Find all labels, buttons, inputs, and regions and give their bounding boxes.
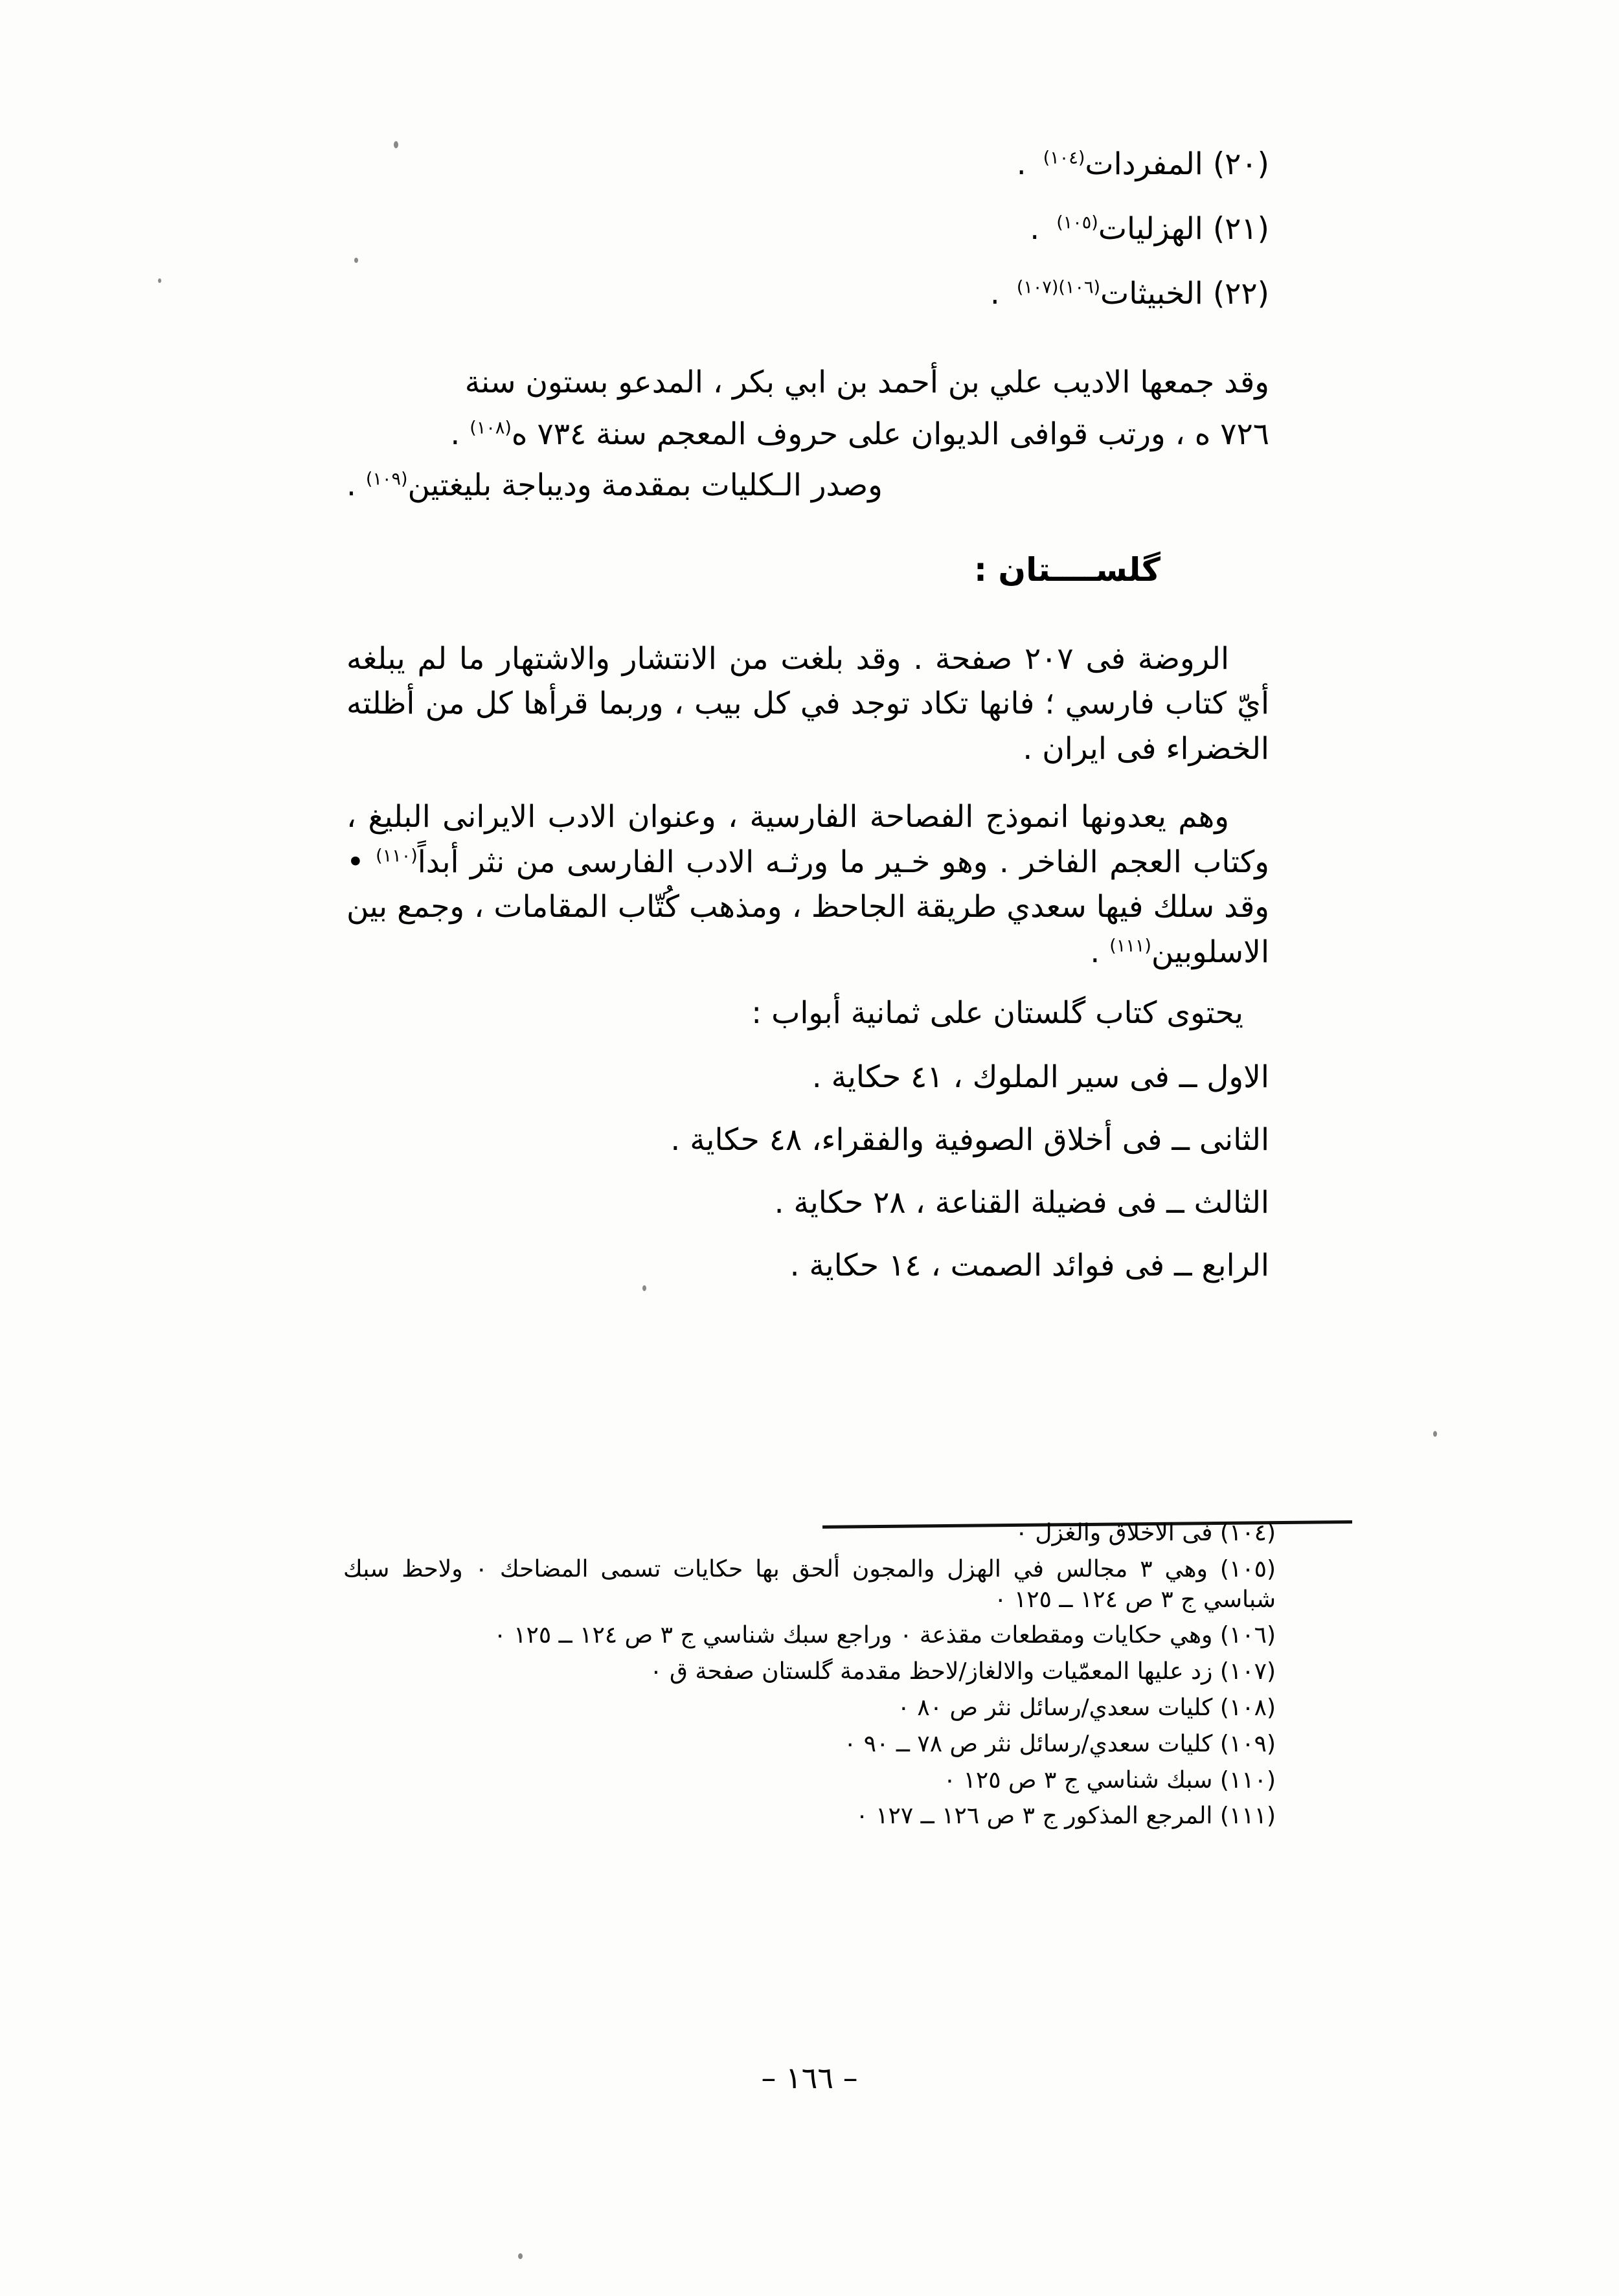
list-item-terminator: . (1016, 146, 1026, 182)
footnote-text: وهي ٣ مجالس في الهزل والمجون ألحق بها حكايات تسمى المضاحك ٠ ولاحظ سبك شباسي ج ٣ ص ١٢٤ ــ ١٢٥ ٠ (343, 1555, 1276, 1613)
chapter-item: الثالث ــ فى فضيلة القناعة ، ٢٨ حكاية . (774, 1185, 1269, 1221)
footnote-text: سبك شناسي ج ٣ ص ١٢٥ ٠ (943, 1766, 1213, 1794)
spacer (346, 515, 1269, 551)
list-item (346, 278, 1269, 309)
list-item-terminator: . (1030, 211, 1040, 247)
list-item-index: (٢٠) (1212, 146, 1269, 182)
footnote-marker: (١٠٦) (1219, 1622, 1276, 1649)
scan-speck (394, 141, 398, 148)
list-item-title: الهزليات (1098, 211, 1203, 247)
paragraph-golestan-praise (346, 794, 1269, 974)
footnote-item (343, 1729, 1276, 1760)
footnote-item (343, 1693, 1276, 1724)
footnote-text: كليات سعدي/رسائل نثر ص ٨٠ ٠ (897, 1694, 1213, 1721)
list-item-terminator: . (990, 276, 1000, 311)
spacer (346, 589, 1269, 636)
chapter-item: الثانى ــ فى أخلاق الصوفية والفقراء، ٤٨ حكاية . (670, 1122, 1269, 1158)
spacer (346, 343, 1269, 360)
list-item (346, 146, 1269, 182)
chapter-item: الرابع ــ فى فوائد الصمت ، ١٤ حكاية . (789, 1248, 1269, 1284)
paragraph-collection (346, 360, 1269, 405)
paragraph-line: ٧٢٦ ه ، ورتب قوافى الديوان على حروف المعجم سنة ٧٣٤ ه (511, 416, 1269, 452)
footnote-ref: (١١١) (1109, 936, 1151, 956)
list-item (346, 211, 1269, 247)
footnote-marker: (١٠٩) (1219, 1730, 1276, 1757)
scan-speck (1433, 1431, 1437, 1437)
footnote-text: المرجع المذكور ج ٣ ص ١٢٦ ــ ١٢٧ ٠ (855, 1803, 1213, 1830)
footnote-marker: (١٠٥) (1219, 1555, 1276, 1582)
main-text-column (346, 146, 1269, 1313)
paragraph-golestan-description: الروضة فى ٢٠٧ صفحة . وقد بلغت من الانتشار والاشتهار ما لم يبلغه أيّ كتاب فارسي ؛ فانها تكاد توجد في كل بيب ، وربما قرأها كل من أظلته الخضراء فى ايران . (346, 640, 1269, 767)
footnote-ref: (١٠٤) (1043, 148, 1085, 168)
footnote-item (343, 1555, 1276, 1615)
paragraph-collection-2 (346, 412, 1269, 457)
footnote-ref: (١١٠) (376, 846, 418, 866)
paragraph-line: وقد جمعها الاديب علي بن أحمد بن ابي بكر ، المدعو بستون سنة (464, 365, 1269, 400)
footnote-item (343, 1801, 1276, 1832)
spacer (346, 778, 1269, 794)
footnote-marker: (١١٠) (1219, 1766, 1276, 1794)
sentence-terminator: . (1090, 934, 1100, 970)
list-item-title: المفردات (1085, 146, 1203, 182)
sentence-terminator: . (346, 467, 356, 504)
footnote-text: فى الاخلاق والغزل ٠ (1015, 1520, 1213, 1546)
paragraph-line: وصدر الـكليات بمقدمة وديباجة بليغتين (407, 467, 883, 504)
footnote-item (343, 1766, 1276, 1796)
footnote-ref: (١٠٦)(١٠٧) (1016, 277, 1101, 298)
praise-part-a: وهم يعدونها انموذج الفصاحة الفارسية ، وعنوان الادب الايرانى البليغ ، وكتاب العجم الفاخر . وهو خـير ما ورثـه الادب الفارسى من نثر أبداً (346, 799, 1269, 880)
list-item-index: (٢١) (1212, 211, 1269, 247)
footnote-text: زد عليها المعمّيات والالغاز/لاحظ مقدمة گلستان صفحة ق ٠ (650, 1658, 1213, 1685)
sentence-terminator: . (450, 416, 460, 452)
footnote-ref: (١٠٥) (1056, 212, 1098, 233)
chapters-intro: يحتوى كتاب گلستان على ثمانية أبواب : (751, 995, 1243, 1031)
footnote-list (343, 1518, 1276, 1838)
section-heading-golestan: گلســــتان : (974, 550, 1160, 589)
footnote-text: وهي حكايات ومقطعات مقذعة ٠ وراجع سبك شناسي ج ٣ ص ١٢٤ ــ ١٢٥ ٠ (493, 1622, 1213, 1649)
scan-speck (158, 278, 161, 283)
list-item-title: الخبيثات (1100, 276, 1203, 311)
footnote-text: كليات سعدي/رسائل نثر ص ٧٨ ــ ٩٠ ٠ (843, 1730, 1213, 1757)
footnote-marker: (١٠٤) (1219, 1520, 1276, 1546)
footnote-ref: (١٠٩) (365, 469, 408, 490)
footnote-marker: (١١١) (1219, 1803, 1276, 1830)
footnote-item (343, 1518, 1276, 1549)
footnote-marker: (١٠٧) (1219, 1658, 1276, 1685)
page-number: – ١٦٦ – (761, 2060, 858, 2095)
praise-part-b: • وقد سلك فيها سعدي طريقة الجاحظ ، ومذهب كُتّاب المقامات ، وجمع بين الاسلوبين (346, 844, 1269, 970)
paragraph-collection-3 (346, 463, 1269, 508)
footnote-item (343, 1657, 1276, 1687)
footnote-ref: (١٠٨) (470, 417, 512, 438)
scan-speck (518, 2253, 523, 2259)
list-item-index: (٢٢) (1212, 276, 1269, 311)
chapter-item: الاول ــ فى سير الملوك ، ٤١ حكاية . (811, 1059, 1269, 1096)
footnote-item (343, 1621, 1276, 1651)
footnote-marker: (١٠٨) (1219, 1694, 1276, 1721)
